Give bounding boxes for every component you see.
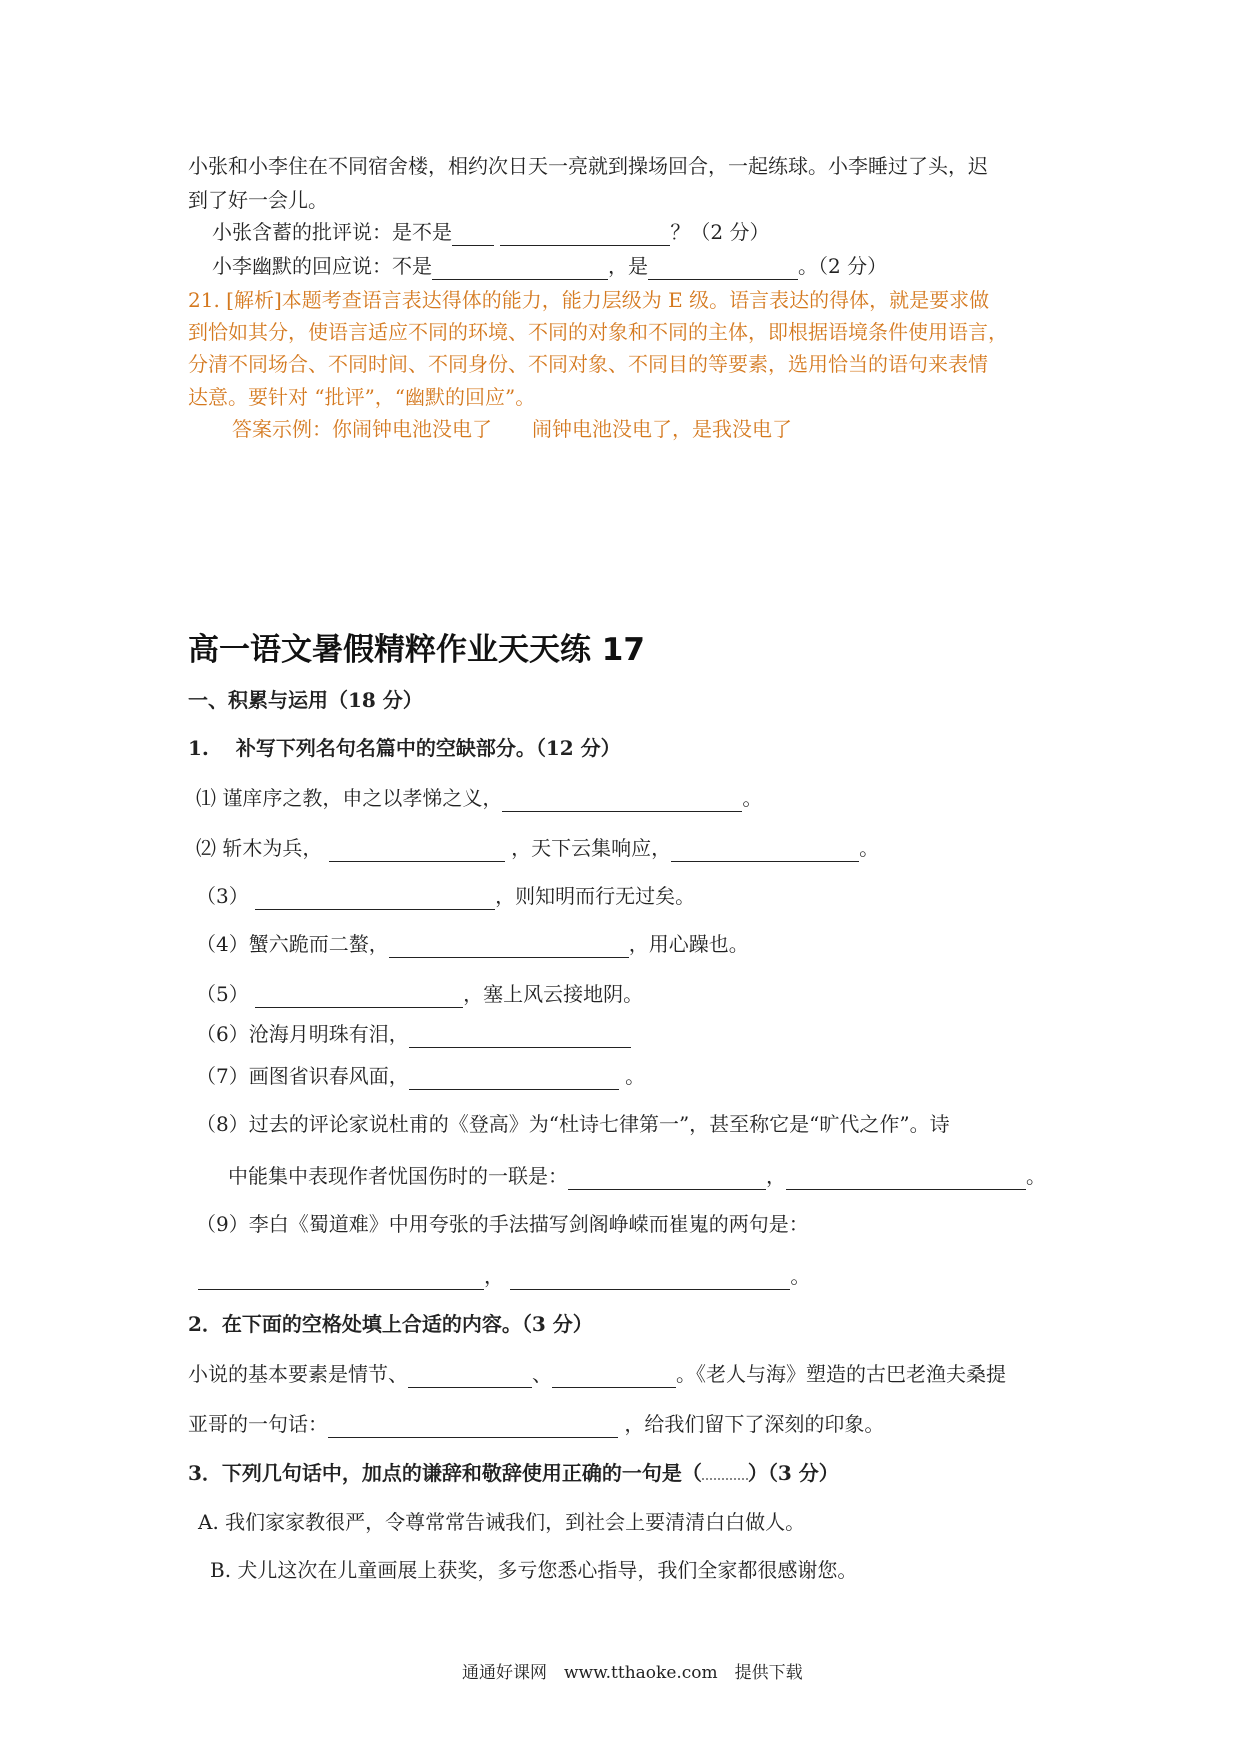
question-text: ⑴ 谨庠序之教，申之以孝悌之义， [196,786,503,810]
answer-blank[interactable] [409,1067,619,1090]
question-text: （4）蟹六跪而二螯， [196,932,389,956]
question-text: ，塞上风云接地阴。 [463,982,644,1006]
question-text: ， [766,1164,786,1188]
answer-blank[interactable] [452,223,494,246]
question-criticize [212,218,769,246]
q1-item-2 [196,834,879,862]
answer-blank[interactable] [702,1458,748,1480]
q3-option-b[interactable]: B. 犬儿这次在儿童画展上获奖，多亏您悉心指导，我们全家都很感谢您。 [210,1558,858,1582]
page-footer: 通通好课网 www.tthaoke.com 提供下载 [462,1663,803,1683]
question-text: 、 [532,1362,552,1386]
answer-blank[interactable] [432,257,608,280]
answer-blank[interactable] [328,1415,618,1438]
analysis-line: 21. [解析]本题考查语言表达得体的能力，能力层级为 E 级。语言表达的得体，就是要求做 [188,288,990,312]
question-text: ，是 [608,254,648,278]
question-2-label: 2．在下面的空格处填上合适的内容。（3 分） [188,1312,593,1336]
answer-blank[interactable] [786,1167,1026,1190]
answer-blank[interactable] [389,935,629,958]
question-text: 。 [1026,1164,1046,1188]
q1-item-8-line2 [228,1162,1046,1190]
q1-item-6 [196,1020,631,1048]
answer-blank[interactable] [510,1267,790,1290]
question-text: 小李幽默的回应说：不是 [212,254,432,278]
question-text: ⑵ 斩木为兵， [196,836,323,860]
question-text: 亚哥的一句话： [188,1412,328,1436]
answer-blank[interactable] [329,839,505,862]
question-text: （3） [196,884,249,908]
answer-blank[interactable] [255,985,463,1008]
question-text: 3．下列几句话中，加点的谦辞和敬辞使用正确的一句是（ [188,1461,702,1485]
answer-example: 答案示例：你闹钟电池没电了 闹钟电池没电了，是我没电了 [232,417,792,441]
q1-item-1 [196,784,762,812]
question-text: ）（3 分） [747,1461,839,1485]
q3-option-a[interactable]: A. 我们家家教很严，令尊常常告诫我们，到社会上要清清白白做人。 [198,1510,806,1534]
answer-blank[interactable] [648,257,798,280]
q2-line2 [188,1410,884,1438]
q1-item-9-line1: （9）李白《蜀道难》中用夸张的手法描写剑阁峥嵘而崔嵬的两句是： [196,1212,809,1236]
answer-blank[interactable] [198,1267,484,1290]
answer-blank[interactable] [568,1167,766,1190]
answer-blank[interactable] [502,789,742,812]
section-heading: 一、积累与运用（18 分） [188,688,423,712]
answer-blank[interactable] [255,887,495,910]
question-3-label [188,1458,839,1487]
question-text: 。《老人与海》塑造的古巴老渔夫桑提 [676,1362,1006,1386]
q1-item-5 [196,980,643,1008]
q1-item-3 [196,882,695,910]
page-title: 高一语文暑假精粹作业天天练 17 [188,632,645,668]
question-text: ，天下云集响应， [511,836,672,860]
analysis-line: 到恰如其分，使语言适应不同的环境、不同的对象和不同的主体，即根据语境条件使用语言， [188,320,1008,344]
question-text: ， [484,1264,504,1288]
question-text: ，给我们留下了深刻的印象。 [624,1412,885,1436]
question-text: ，则知明而行无过矣。 [495,884,696,908]
question-text: ，用心躁也。 [628,932,749,956]
passage-line: 小张和小李住在不同宿舍楼，相约次日天一亮就到操场回合，一起练球。小李睡过了头，迟 [188,154,988,178]
question-text: 。 [790,1264,811,1288]
q1-item-7 [196,1062,645,1090]
question-text: 。 [859,836,880,860]
question-text: 小说的基本要素是情节、 [188,1362,408,1386]
analysis-line: 达意。要针对 “批评”，“幽默的回应”。 [188,385,536,409]
analysis-line: 分清不同场合、不同时间、不同身份、不同对象、不同目的等要素，选用恰当的语句来表情 [188,352,988,376]
question-text: 。 [625,1064,646,1088]
q1-item-4 [196,930,749,958]
question-text: （7）画图省识春风面， [196,1064,409,1088]
answer-blank[interactable] [671,839,859,862]
question-text: （6）沧海月明珠有泪， [196,1022,409,1046]
answer-blank[interactable] [409,1025,631,1048]
question-text: 。 [742,786,763,810]
question-text: ？（2 分） [670,220,770,244]
q2-line1 [188,1360,1006,1388]
question-text: （5） [196,982,249,1006]
question-text: 小张含蓄的批评说：是不是 [212,220,452,244]
answer-blank[interactable] [408,1365,532,1388]
q1-item-8-line1: （8）过去的评论家说杜甫的《登高》为“杜诗七律第一”，甚至称它是“旷代之作”。诗 [196,1112,950,1136]
question-text: 中能集中表现作者忧国伤时的一联是： [228,1164,568,1188]
answer-blank[interactable] [500,223,670,246]
question-reply [212,252,887,280]
passage-line: 到了好一会儿。 [188,188,328,212]
question-text: 。（2 分） [798,254,888,278]
question-1-label: 1. 补写下列名句名篇中的空缺部分。（12 分） [188,736,621,760]
answer-blank[interactable] [552,1365,676,1388]
q1-item-9-line2 [198,1262,810,1290]
